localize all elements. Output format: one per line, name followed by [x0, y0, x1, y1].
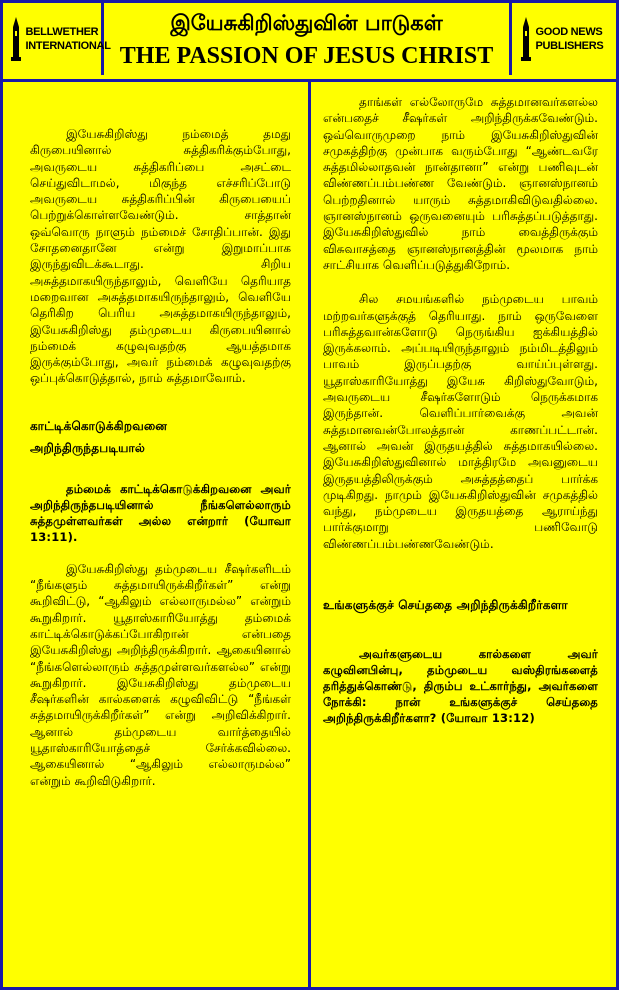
- header: [3, 3, 616, 79]
- good-news-logo: [509, 3, 616, 75]
- tower-icon: [519, 17, 533, 61]
- right-paragraph-2: சில சமயங்களில் நம்முடைய பாவம் மற்றவர்களுக்குத் தெரியாது. நாம் ஒருவேளை பரிசுத்தவான்களோடு நெருங்கிய ஐக்கியத்தில் இருக்கலாம். அப்படியிருந்தாலும் நம்மிடத்திலும் பாவம் இருப்பதற்கு வாய்ப்புள்ளது. யூதாஸ்காரியோத்து இயேசு கிறிஸ்துவோடும், அவருடைய சீஷர்களோடும் நெருக்கமாக இருந்தான். வெளிப்பார்வைக்கு அவன் சுத்தமானவன்போலத்தான் காணப்பட்டான். ஆனால் அவன் இருதயத்தில் சுத்தமாகயில்லை. இயேசுகிறிஸ்துவினால் மாத்திரமே அவனுடைய இருதயத்திலிருக்கும் அசுத்தத்தைப் பார்க்க முடிகிறது. நாமும் இயேசுகிறிஸ்துவின் சமுகத்தில் வந்து, நம்முடைய இருதயத்தை ஆராய்ந்து பார்க்குமாறு பணிவோடு விண்ணப்பம்பண்ணவேண்டும்.: [323, 292, 598, 551]
- title-block: [104, 3, 509, 79]
- title-english: THE PASSION OF JESUS CHRIST: [119, 43, 494, 69]
- left-paragraph-2: இயேசுகிறிஸ்து தம்முடைய சீஷர்களிடம் “நீங்களும் சுத்தமாயிருக்கிறீர்கள்” என்று கூறிவிட்டு, “ஆகிலும் எல்லாருமல்ல” என்றும் கூறுகிறார். யூதாஸ்காரியோத்து தம்மைக் காட்டிக்கொடுக்கப்போகிறான் என்பதை இயேசுகிறிஸ்து அறிந்திருக்கிறார். ஆகையினால் “நீங்களெல்லாரும் சுத்தமுள்ளவர்களல்ல” என்று கூறுகிறார். இயேசுகிறிஸ்து தம்முடைய சீஷர்களின் கால்களைக் கழுவிவிட்டு “நீங்கள் சுத்தமாயிருக்கிறீர்கள்” என்று அறிவிக்கிறார். ஆனால் தம்முடைய வார்த்தையில் யூதாஸ்காரியோத்தைச் சேர்க்கவில்லை. ஆகையினால் “ஆகிலும் எல்லாருமல்ல” என்றும் கூறிவிடுகிறார்.: [30, 561, 291, 788]
- right-heading: உங்களுக்குச் செய்ததை அறிந்திருக்கிறீர்களா: [323, 598, 568, 613]
- left-column: [3, 82, 311, 987]
- good-news-logo-text: GOOD NEWS PUBLISHERS: [535, 26, 604, 52]
- right-paragraph-1: தாங்கள் எல்லோருமே சுத்தமானவர்களல்ல என்பதைச் சீஷர்கள் அறிந்திருக்கவேண்டும். ஒவ்வொருமுறை நாம் இயேசுகிறிஸ்துவின் சமுகத்திற்கு முன்பாக வரும்போது “ஆண்டவரே சுத்தமில்லாதவன் நான்தானா” என்று பணிவுடன் விண்ணப்பம்பண்ண வேண்டும். ஞானஸ்நானம் பெற்றதினால் யாரும் சுத்தமாகிவிடுவதில்லை. ஞானஸ்நானம் ஒருவனையும் பரிசுத்தப்படுத்தாது. இயேசுகிறிஸ்துவில் நாம் வைத்திருக்கும் விசுவாசத்தை ஞானஸ்நானத்தின் மூலமாக நாம் சாட்சியாக வெளிப்படுத்துகிறோம்.: [323, 95, 598, 272]
- title-tamil: இயேசுகிறிஸ்துவின் பாடுகள்: [170, 11, 443, 35]
- right-quote: அவர்களுடைய கால்களை அவர் கழுவினபின்பு, தம்முடைய வஸ்திரங்களைத் தரித்துக்கொண்டு, திரும்ப உட்கார்ந்து, அவர்களை நோக்கி: நான் உங்களுக்குச் செய்ததை அறிந்திருக்கிறீர்களா? (யோவா 13:12): [323, 647, 598, 726]
- left-paragraph-1: இயேசுகிறிஸ்து நம்மைத் தமது கிருபையினால் சுத்திகரிக்கும்போது, அவருடைய சுத்திகரிப்பை அசட்டை செய்துவிடாமல், மிகுந்த எச்சரிப்போடு அவருடைய சுத்திகரிப்பின் கிருபையைப் பெற்றுக்கொள்ளவேண்டும். சாத்தான் ஒவ்வொரு நாளும் நம்மைச் சோதிப்பான். இது சோதனைதானே என்று இறுமாப்பாக இருந்துவிடக்கூடாது. சிறிய அசுத்தமாகயிருந்தாலும், வெளியே தெரியாத மறைவான அசுத்தமாகயிருந்தாலும், வெளியே தெரிகிற பெரிய அசுத்தமாகயிருந்தாலும், இயேசுகிறிஸ்து தம்முடைய கிருபையினால் நம்மைக் கழுவுவதற்கு ஆயத்தமாக இருக்கும்போது, அவர் நம்மைக் கழுவுவதற்கு ஒப்புக்கொடுத்தால், நாம் சுத்தமாவோம்.: [30, 127, 291, 386]
- right-column-content: [313, 88, 614, 983]
- left-quote: தம்மைக் காட்டிக்கொடுக்கிறவனை அவர் அறிந்திருந்தபடியினால் நீங்களெல்லாரும் சுத்தமுள்ளவர்கள் அல்ல என்றார் (யோவா 13:11).: [30, 481, 291, 544]
- left-column-content: [5, 88, 306, 983]
- tower-icon: [9, 17, 23, 61]
- bellwether-logo: [3, 3, 111, 75]
- right-column: [311, 82, 616, 987]
- bellwether-logo-text: BELLWETHER INTERNATIONAL: [25, 26, 111, 52]
- left-heading: காட்டிக்கொடுக்கிறவனை அறிந்திருந்தபடியால்: [30, 418, 168, 455]
